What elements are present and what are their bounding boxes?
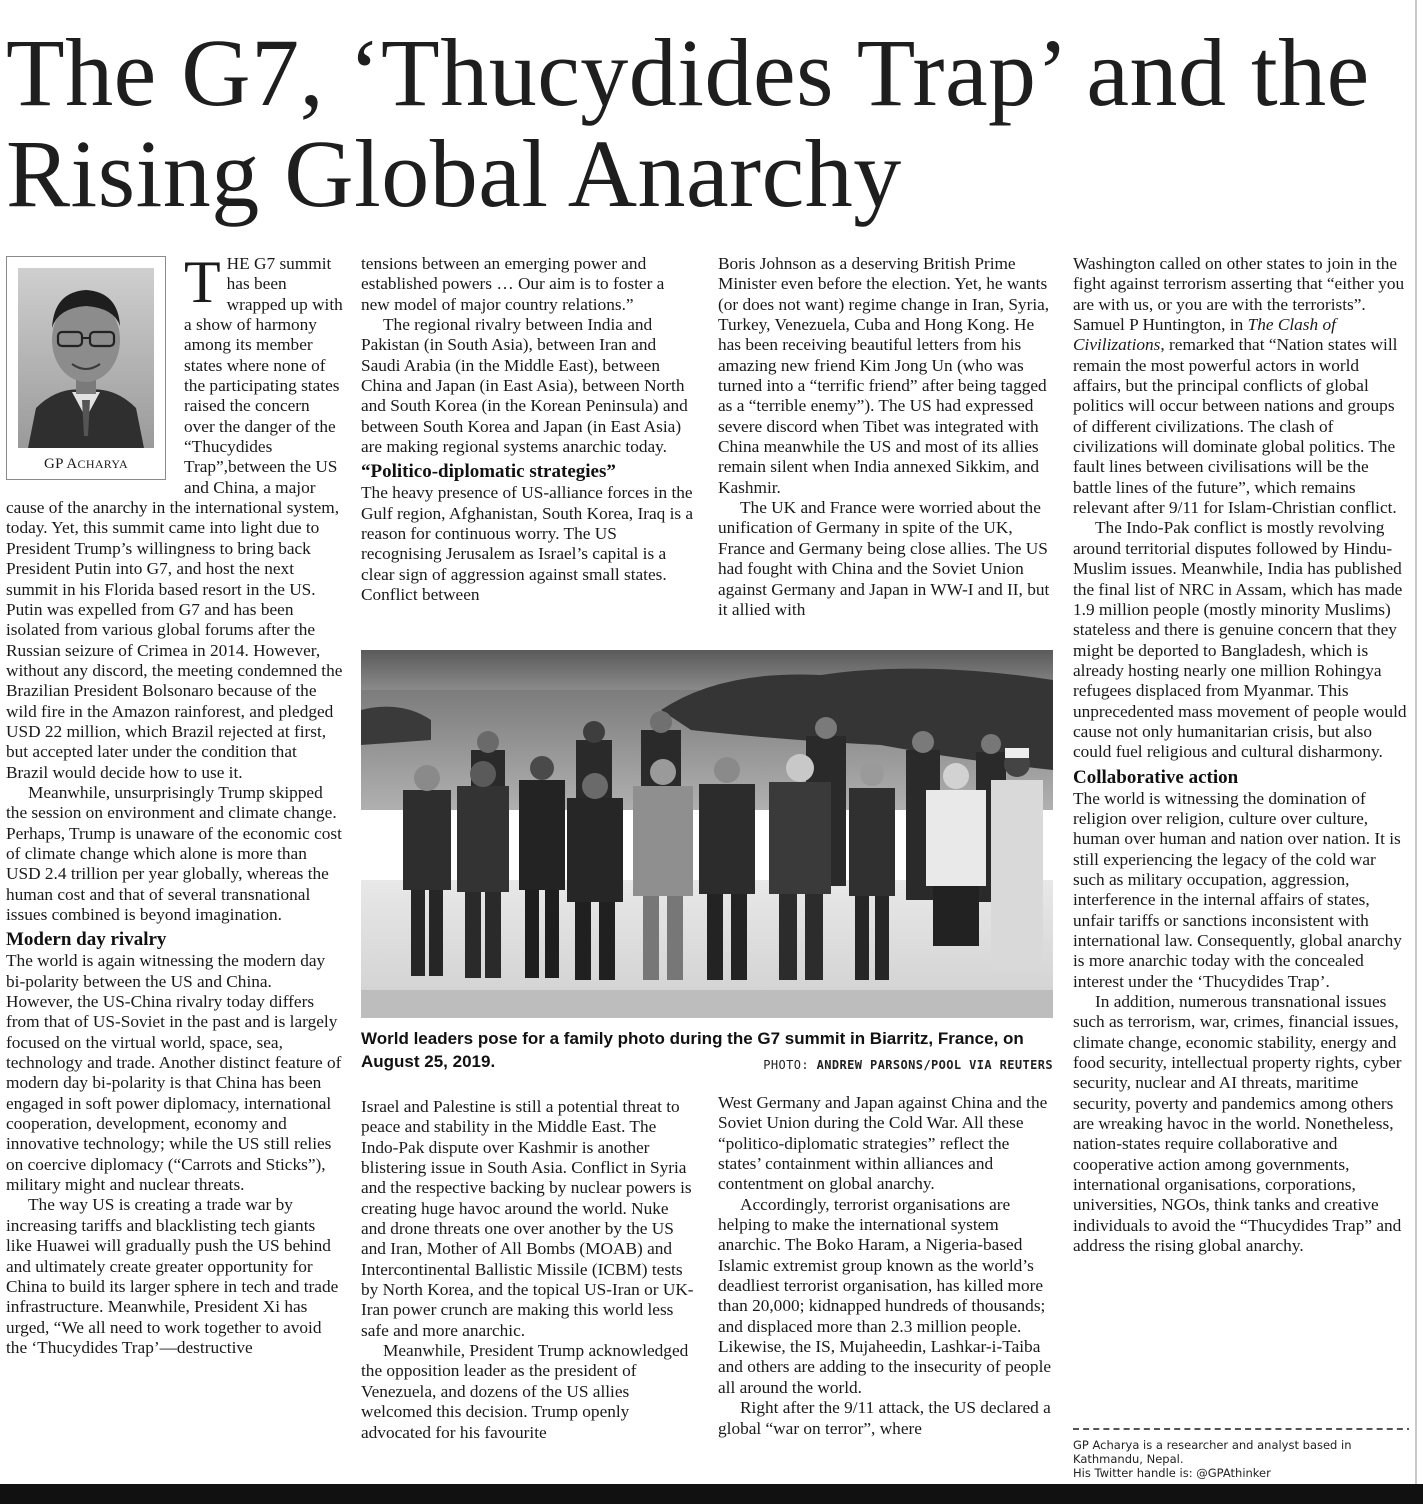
- book-title: The Clash of Civilizations: [1073, 315, 1336, 355]
- col2-paragraph-3: The heavy presence of US-alliance forces in the Gulf region, Afghanistan, South Korea, Iraq is a reason for continuous worry. The US recognising Jerusalem as Israel’s capital is a clear sign of aggression against small states. Conflict between: [361, 483, 694, 605]
- col3-paragraph-4: Accordingly, terrorist organisations are helping to make the international system anarchic. The Boko Haram, a Nigeria-based Islamic extremist group known as the world’s deadliest terrorist organisation, has killed more than 20,000; kidnapped hundreds of thousands; and displaced more than 2.3 million people. Likewise, the IS, Mujaheedin, Lashkar-i-Taiba and others are adding to the insecurity of people all around the world.: [718, 1194, 1052, 1397]
- column-3-top: [718, 254, 1054, 639]
- photo-caption: World leaders pose for a family photo during the G7 summit in Biarritz, France, on August 25, 2019.: [361, 1029, 1024, 1071]
- bio-divider: [1073, 1428, 1413, 1430]
- col1-paragraph-3: The world is again witnessing the modern day bi-polarity between the US and China. However, the US-China rivalry today differs from that of US-Soviet in the past and is largely focused on the virtual world, space, sea, technology and trade. Another distinct feature of modern day bi-polarity is that China has been engaged in soft power diplomacy, international cooperation, development, economy and innovative technology; while the US still relies on coercive diplomacy (“Carrots and Sticks”), military might and nuclear threats.: [6, 951, 342, 1195]
- subhead-collaborative-action: Collaborative action: [1073, 766, 1239, 788]
- col4-paragraph-4: In addition, numerous transnational issues such as terrorism, war, crimes, financial issues, climate change, economic stability, energy and food security, intellectual property rights, cyber security, nuclear and AI threats, maritime security, poverty and pandemics among others are wreaking havoc in the world. Nonetheless, nation-states require collaborative and cooperative action among governments, international organisations, corporations, universities, NGOs, think tanks and creative individuals to avoid the “Thucydides Trap” and address the rising global anarchy.: [1073, 992, 1402, 1256]
- col3-paragraph-2: The UK and France were worried about the unification of Germany in spite of the UK, France and Germany being close allies. The US had fought with China and the Soviet Union against Germany and Japan in WW-I and II, but it allied with: [718, 498, 1050, 619]
- author-bio-line-1: GP Acharya is a researcher and analyst based in Kathmandu, Nepal.: [1073, 1438, 1352, 1466]
- col3-paragraph-1: Boris Johnson as a deserving British Prime Minister even before the election. Yet, he wants (or does not want) regime change in Iran, Syria, Turkey, Venezuela, Cuba and Hong Kong. He has been receiving beautiful letters from his amazing new friend Kim Jong Un (who was turned into a “terrific friend” after being tagged as a “terrible enemy”). The US had expressed severe discord when Tibet was integrated with China meanwhile the US and most of its allies remain silent when India annexed Sikkim, and Kashmir.: [718, 254, 1050, 497]
- author-bio: [1073, 1438, 1403, 1480]
- col2-paragraph-2: The regional rivalry between India and Pakistan (in South Asia), between Iran and Saudi Arabia (in the Middle East), between China and Japan (in East Asia), between North and South Korea (in the Korean Peninsula) and between South Korea and Japan (in East Asia) are making regional systems anarchic today.: [361, 315, 688, 457]
- g7-family-photo: [361, 650, 1053, 1018]
- col2-paragraph-4: Israel and Palestine is still a potential threat to peace and stability in the Middle East. The Indo-Pak dispute over Kashmir is another blistering issue in South Asia. Conflict in Syria and the respective backing by nuclear powers is creating huge havoc around the world. Nuke and drone threats one over another by the US and Iran, Mother of All Bombs (MOAB) and Intercontinental Ballistic Missile (ICBM) tests by North Korea, and the topical US-Iran or UK-Iran power crunch are making this world less safe and more anarchic.: [361, 1097, 694, 1340]
- col4-paragraph-2: The Indo-Pak conflict is mostly revolving around territorial disputes followed by Hindu-Muslim issues. Meanwhile, India has published the final list of NRC in Assam, which has made 1.9 million people (mostly minority Muslims) stateless and there is genuine concern that they might be deported to Bangladesh, which is already hosting nearly one million Rohingya refugees displaced from Myanmar. This unprecedented mass movement of people would cause not only humanitarian crisis, but also could fuel religious and cultural disharmony.: [1073, 518, 1407, 762]
- column-2-bottom: [361, 1097, 696, 1483]
- subhead-modern-day-rivalry: Modern day rivalry: [6, 929, 167, 951]
- author-name: GP ACHARYA: [43, 456, 129, 472]
- col3-paragraph-5: Right after the 9/11 attack, the US declared a global “war on terror”, where: [718, 1398, 1051, 1438]
- headline-line-2: Rising Global Anarchy: [6, 120, 902, 227]
- subhead-politico-diplomatic: “Politico-diplomatic strategies”: [361, 461, 616, 483]
- col4-paragraph-3: The world is witnessing the domination of religion over religion, culture over culture, human over human and nation over nation. It is still experiencing the legacy of the cold war such as military occupation, aggression, interference in the internal affairs of states, unfair tariffs or sanctions inconsistent with international law. Consequently, global anarchy is more anarchic today with the concealed interest under the ‘Thucydides Trap’.: [1073, 788, 1402, 991]
- author-twitter-handle: His Twitter handle is: @GPAthinker: [1073, 1466, 1271, 1480]
- page-bottom-border: [0, 1484, 1423, 1504]
- drop-cap-letter: T: [184, 254, 221, 315]
- col2-paragraph-1: tensions between an emerging power and established powers … Our aim is to foster a new model of major country relations.”: [361, 254, 665, 314]
- headline-line-1: The G7, ‘Thucydides Trap’ and the: [6, 19, 1370, 126]
- column-1: [6, 254, 343, 1484]
- page-right-edge: [1409, 0, 1423, 1504]
- headline: [6, 19, 1416, 227]
- column-4: [1073, 254, 1409, 1424]
- col1-paragraph-4: The way US is creating a trade war by increasing tariffs and blacklisting tech giants like Huawei will gradually push the US behind and ultimately create greater opportunity for China to build its larger sphere in tech and trade infrastructure. Meanwhile, President Xi has urged, “We all need to work together to avoid the ‘Thucydides Trap’—destructive: [6, 1195, 339, 1357]
- col1-paragraph-2: Meanwhile, unsurprisingly Trump skipped the session on environment and climate change. Perhaps, Trump is unaware of the economic cost of climate change which alone is more than USD 2.4 trillion per year globally, whereas the human cost and that of several transnational issues combined is beyond imagination.: [6, 782, 342, 924]
- column-2-top: [361, 254, 696, 639]
- photo-credit: PHOTO: ANDREW PARSONS/POOL VIA REUTERS: [763, 1058, 1053, 1072]
- col3-paragraph-3: West Germany and Japan against China and the Soviet Union during the Cold War. All these “politico-diplomatic strategies” reflect the states’ containment within alliances and contentment on global anarchy.: [718, 1093, 1048, 1194]
- column-3-bottom: [718, 1093, 1054, 1483]
- col2-paragraph-5: Meanwhile, President Trump acknowledged the opposition leader as the president of Venezuela, and dozens of the US allies welcomed this decision. Trump openly advocated for his favourite: [361, 1341, 689, 1442]
- col1-paragraph-1: HE G7 summit has been wrapped up with a show of harmony among its member states where none of the participating states raised the concern over the danger of the “Thucydides Trap”,between the US and China, a major cause of the anarchy in the international system, today. Yet, this summit came into light due to President Trump’s willingness to bring back President Putin into G7, and host the next summit in his Florida based resort in the US. Putin was expelled from G7 and has been isolated from various global forums after the Russian seizure of Crimea in 2014. However, without any discord, the meeting condemned the Brazilian President Bolsonaro because of the wild fire in the Amazon rainforest, and pledged USD 22 million, which Brazil rejected at first, but accepted later under the condition that Brazil would decide how to use it.: [6, 254, 343, 782]
- col4-paragraph-1: Washington called on other states to join in the fight against terrorism asserting that “either you are with us, or you are with the terrorists”. Samuel P Huntington, in The Clash of Civilizations, remarked that “Nation states will remain the most powerful actors in world affairs, but the principal conflicts of global politics will occur between nations and groups of different civilizations. The clash of civilizations will dominate global politics. The fault lines between civilisations will be the battle lines of the future”, which remains relevant after 9/11 for Islam-Christian conflict.: [1073, 254, 1405, 518]
